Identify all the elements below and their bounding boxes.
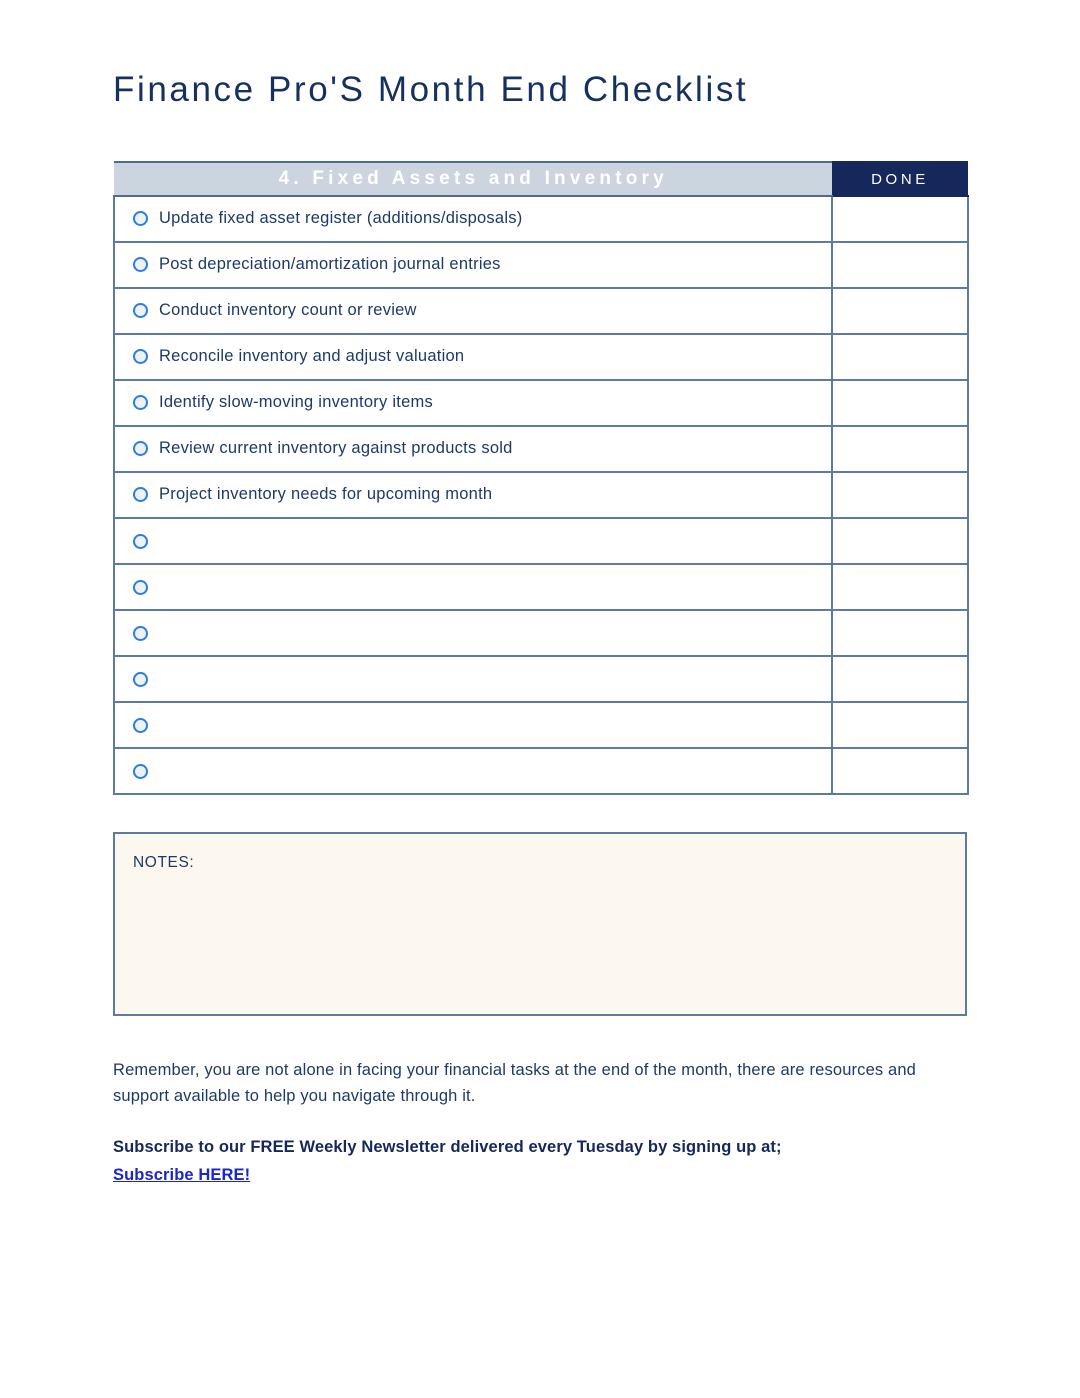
checklist-done-cell[interactable] [832,748,968,794]
checklist-header-row [114,162,968,196]
page-title: Finance Pro'S Month End Checklist [113,70,749,109]
checklist-row-inner [133,393,831,413]
checklist-row-inner [133,347,831,367]
checklist-row-inner [133,580,831,595]
checklist-row [114,426,968,472]
checklist-done-cell[interactable] [832,702,968,748]
checklist-task-cell [114,334,832,380]
checklist-task-label: Post depreciation/amortization journal entries [159,255,501,274]
checklist-task-label: Conduct inventory count or review [159,301,417,320]
checkbox-circle-icon[interactable] [133,303,148,318]
checklist-row [114,702,968,748]
checkbox-circle-icon[interactable] [133,672,148,687]
checklist-done-cell[interactable] [832,564,968,610]
checklist-task-cell [114,380,832,426]
checklist-row [114,518,968,564]
checklist-task-cell [114,702,832,748]
checklist-done-cell[interactable] [832,196,968,242]
checklist-task-label: Identify slow-moving inventory items [159,393,434,412]
checklist-done-cell[interactable] [832,242,968,288]
newsletter-cta-text: Subscribe to our FREE Weekly Newsletter delivered every Tuesday by signing up at; [113,1138,782,1156]
checklist-task-cell [114,472,832,518]
footer-paragraph: Remember, you are not alone in facing your financial tasks at the end of the month, there are resources and support available to help you navigate through it. [113,1061,917,1105]
checklist-table-head [114,162,968,196]
checklist-table-body [114,196,968,794]
checkbox-circle-icon[interactable] [133,349,148,364]
checklist-done-cell[interactable] [832,656,968,702]
checklist-task-cell [114,196,832,242]
checkbox-circle-icon[interactable] [133,580,148,595]
newsletter-cta [113,1133,983,1189]
checklist-done-cell[interactable] [832,334,968,380]
checklist-row-inner [133,764,831,779]
checklist-task-cell [114,242,832,288]
checklist-row [114,564,968,610]
checkbox-circle-icon[interactable] [133,764,148,779]
checklist-task-cell [114,288,832,334]
checkbox-circle-icon[interactable] [133,718,148,733]
checklist-task-cell [114,518,832,564]
checklist-row-inner [133,534,831,549]
notes-label: NOTES: [133,854,195,871]
checkbox-circle-icon[interactable] [133,534,148,549]
checklist-row [114,610,968,656]
checklist-row [114,656,968,702]
checklist-row-inner [133,626,831,641]
checkbox-circle-icon[interactable] [133,395,148,410]
checklist-done-cell[interactable] [832,472,968,518]
checkbox-circle-icon[interactable] [133,626,148,641]
checklist-task-label: Review current inventory against products sold [159,439,513,458]
checkbox-circle-icon[interactable] [133,257,148,272]
checklist-row [114,288,968,334]
checklist-done-cell[interactable] [832,380,968,426]
subscribe-link[interactable]: Subscribe HERE! [113,1166,251,1184]
notes-box[interactable] [113,832,967,1016]
checkbox-circle-icon[interactable] [133,487,148,502]
checklist-row-inner [133,255,831,275]
checklist-task-label: Update fixed asset register (additions/disposals) [159,209,523,228]
checklist-task-label: Project inventory needs for upcoming month [159,485,493,504]
checklist-row-inner [133,209,831,229]
checklist-done-cell[interactable] [832,288,968,334]
checklist-row [114,472,968,518]
checklist-task-cell [114,748,832,794]
checklist-row [114,242,968,288]
checklist-task-cell [114,610,832,656]
section-header-cell: 4. Fixed Assets and Inventory [114,162,832,196]
checklist-done-cell[interactable] [832,426,968,472]
checklist-done-cell[interactable] [832,610,968,656]
checklist-row-inner [133,301,831,321]
checklist-row [114,334,968,380]
checklist-row [114,380,968,426]
checklist-row-inner [133,439,831,459]
checkbox-circle-icon[interactable] [133,211,148,226]
checklist-row-inner [133,672,831,687]
checklist-task-cell [114,564,832,610]
checklist-task-label: Reconcile inventory and adjust valuation [159,347,465,366]
checkbox-circle-icon[interactable] [133,441,148,456]
checklist-row-inner [133,718,831,733]
checklist-row-inner [133,485,831,505]
checklist-row [114,748,968,794]
done-column-header: DONE [832,162,968,196]
checklist-done-cell[interactable] [832,518,968,564]
checklist-row [114,196,968,242]
checklist-task-cell [114,656,832,702]
checklist-table [113,161,969,795]
checklist-task-cell [114,426,832,472]
